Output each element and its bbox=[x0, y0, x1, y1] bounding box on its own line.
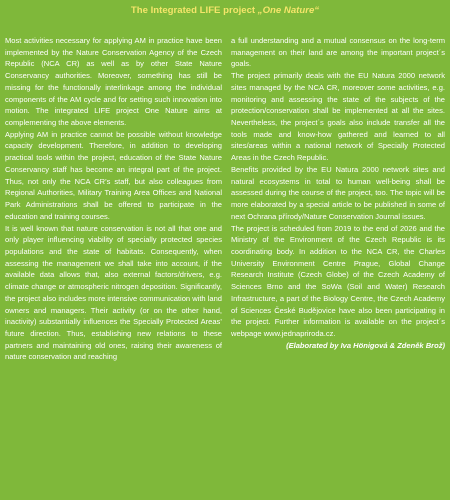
paragraph: The project is scheduled from 2019 to the end of 2026 and the Ministry of the Environment of the Czech Republic is its coordinating body. In addition to the NCA CR, the Charles University Environment Centre Prague, Global Change Research Institute (Czech Globe) of the Czech Academy of Sciences Brno and the SoWa (Soil and Water) Research Infrastructure, a part of the Biology Centre, the Czech Academy of Sciences České Budějovice have also been participating in the project. Further information is available on the project´s webpage www.jednapriroda.cz. bbox=[231, 223, 445, 338]
article-title bbox=[0, 5, 450, 17]
paragraph: Benefits provided by the EU Natura 2000 network sites and natural ecosystems in total to human well-being shall be assessed during the course of the project, too. The topic will be more elaborated by a special article to be published in some of next Ochrana přírody/Nature Conservation Journal issues. bbox=[231, 164, 445, 221]
title-prefix: The Integrated LIFE project bbox=[130, 5, 258, 16]
paragraph: The project primarily deals with the EU Natura 2000 network sites managed by the NCA CR, moreover some activities, e.g. monitoring and assessing the state of the subjects of the protection/conservation shall be implemented at all the sites. Nevertheless, the project´s goals also include transfer all the tools made and know-how gathered and learned to all sites/areas within a national network of Specially Protected Areas in the Czech Republic. bbox=[231, 71, 445, 163]
paragraph: Applying AM in practice cannot be possible without knowledge capacity development. Therefore, in addition to developing practical tools within the project, education of the State Nature Conservancy staff has become an integral part of the project. Thus, not only the NCA CR’s staff, but also colleagues from Regional Authorities, Military Training Area Offices and National Park Administrations shall be offered to participate in the education and training courses. bbox=[5, 129, 222, 221]
paragraph: It is well known that nature conservation is not all that one and only player influencing viability of specially protected species populations and the state of habitats. Consequently, when assessing the management we shall take into account, if the available data allows that, also external factors/drivers, e.g. climate change or atmospheric nitrogen deposition. Significantly, the project also includes more intensive communication with land owners and managers. Their activity (or on the other hand, inactivity) substantially influences the Specially Protected Areas’ future direction. Thus, establishing new relations to these partners and maintaining old ones, raising their awareness of nature conservation and reaching bbox=[5, 223, 222, 362]
paragraph: a full understanding and a mutual consensus on the long-term management on their land are among the important project´s goals. bbox=[231, 36, 445, 69]
left-column bbox=[5, 35, 222, 363]
right-column bbox=[231, 35, 445, 351]
title-project-name: „One Nature“ bbox=[257, 5, 320, 16]
paragraph: Most activities necessary for applying AM in practice have been implemented by the Nature Conservation Agency of the Czech Republic (NCA CR) as well as by other State Nature Conservancy authorities. Moreover, something has still be missing for the functionally interlinkage among the individual components of the AM cycle and for setting such innovation into motion. The integrated LIFE project One Nature aims at complementing the above elements. bbox=[5, 36, 222, 128]
author-credit: (Elaborated by Iva Hönigová & Zdeněk Brož) bbox=[286, 340, 445, 350]
